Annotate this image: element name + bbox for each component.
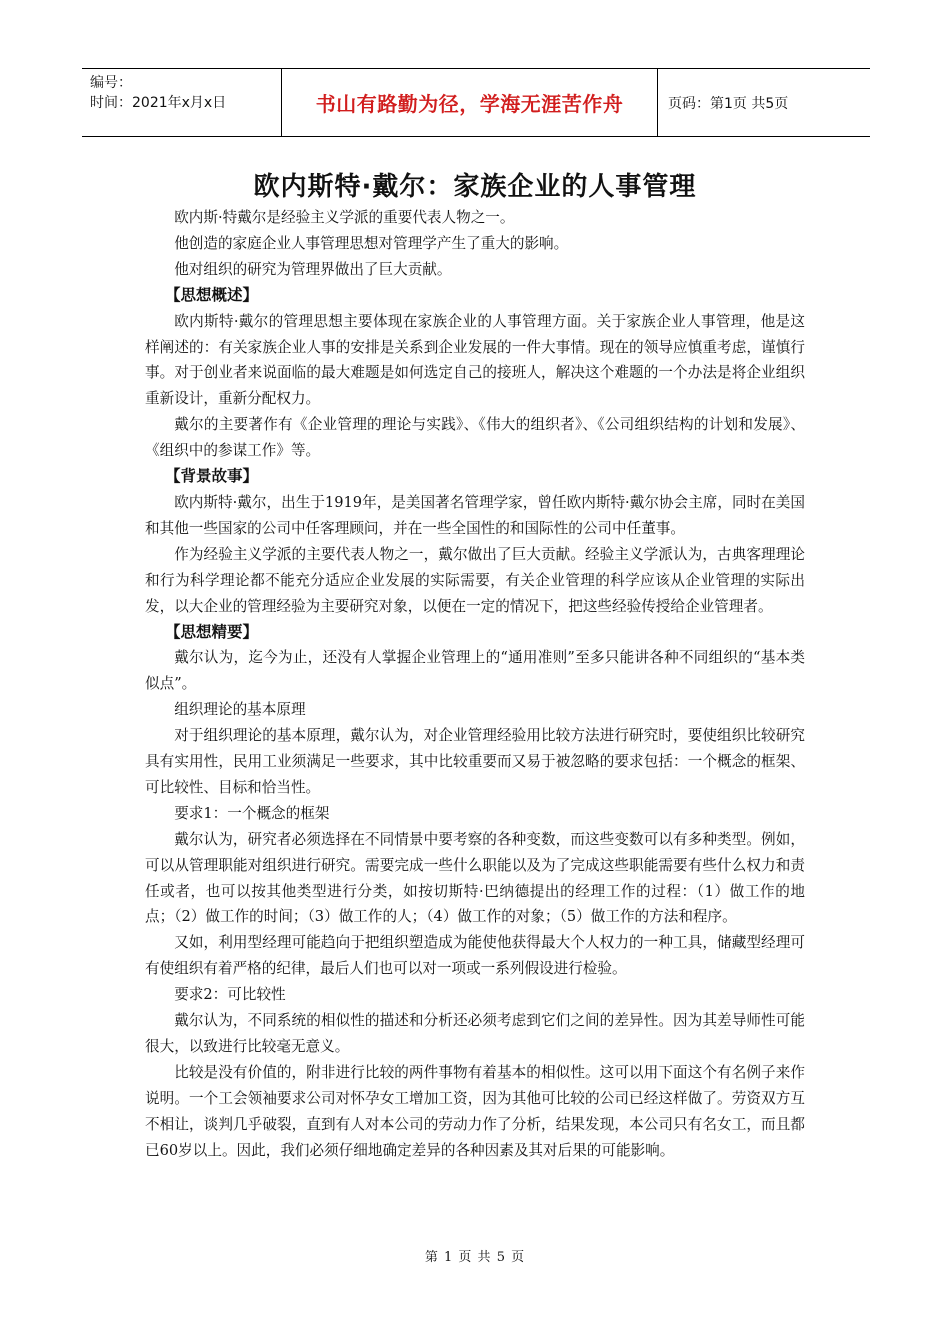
document-title: 欧内斯特·戴尔：家族企业的人事管理 [253,172,697,202]
subheading: 要求2：可比较性 [174,986,286,1004]
paragraph: 对于组织理论的基本原理，戴尔认为，对企业管理经验用比较方法进行研究时，要使组织比较研究具有实用性，民用工业须满足一些要求，其中比较重要而又易于被忽略的要求包括：一个概念的框架、可比较性、目标和恰当性。 [145,727,805,796]
paragraph: 作为经验主义学派的主要代表人物之一，戴尔做出了巨大贡献。经验主义学派认为，古典客理理论和行为科学理论都不能充分适应企业发展的实际需要，有关企业管理的科学应该从企业管理的实际出发，以大企业的管理经验为主要研究对象，以便在一定的情况下，把这些经验传授给企业管理者。 [145,545,805,615]
paragraph: 戴尔认为，不同系统的相似性的描述和分析还必须考虑到它们之间的差异性。因为其差导师性可能很大，以致进行比较毫无意义。 [145,1012,805,1055]
paragraph: 戴尔认为，研究者必须选择在不同情景中要考察的各种变数，而这些变数可以有多种类型。例如，可以从管理职能对组织进行研究。需要完成一些什么职能以及为了完成这些职能需要有些什么权力和责任或者，也可以按其他类型进行分类，如按切斯特·巴纳德提出的经理工作的过程：（1）做工作的地点；（2）做工作的时间；（3）做工作的人；（4）做工作的对象；（5）做工作的方法和程序。 [145,830,805,926]
section-heading: 【思想概述】 [165,285,259,304]
paragraph: 又如，利用型经理可能趋向于把组织塑造成为能使他获得最大个人权力的一种工具，储藏型经理可有使组织有着严格的纪律，最后人们也可以对一项或一系列假设进行检验。 [145,934,805,978]
paragraph: 戴尔认为，迄今为止，还没有人掌握企业管理上的“通用准则”至多只能讲各种不同组织的“基本类似点”。 [145,649,805,693]
subheading: 要求1：一个概念的框架 [174,804,330,822]
paragraph: 他创造的家庭企业人事管理思想对管理学产生了重大的影响。 [174,234,569,252]
date-line: 时间：2021年x月x日 [90,95,227,111]
header-table [82,68,870,137]
paragraph: 欧内斯特·戴尔的管理思想主要体现在家族企业的人事管理方面。关于家族企业人事管理，他是这样阐述的：有关家族企业人事的安排是关系到企业发展的一件大事情。现在的领导应慎重考虑，谨慎行事。对于创业者来说面临的最大难题是如何选定自己的接班人，解决这个难题的一个办法是将企业组织重新设计，重新分配权力。 [145,312,805,408]
paragraph: 他对组织的研究为管理界做出了巨大贡献。 [174,260,452,278]
paragraph: 戴尔的主要著作有《企业管理的理论与实践》、《伟大的组织者》、《公司组织结构的计划和发展》、《组织中的参谋工作》等。 [145,416,805,460]
document-body [145,205,805,1164]
paragraph: 欧内斯特·戴尔，出生于1919年，是美国著名管理学家，曾任欧内斯特·戴尔协会主席，同时在美国和其他一些国家的公司中任客理顾问，并在一些全国性的和国际性的公司中任董事。 [145,493,805,537]
section-heading: 【思想精要】 [165,622,259,641]
number-label: 编号： [90,75,132,91]
page-code: 页码：第1页 共5页 [668,95,789,112]
paragraph: 欧内斯·特戴尔是经验主义学派的重要代表人物之一。 [174,209,515,226]
page-footer: 第 1 页 共 5 页 [424,1250,526,1265]
motto: 书山有路勤为径，学海无涯苦作舟 [282,69,658,136]
header-left-cell [82,69,282,136]
paragraph: 比较是没有价值的，附非进行比较的两件事物有着基本的相似性。这可以用下面这个有名例子来作说明。一个工会领袖要求公司对怀孕女工增加工资，因为其他可比较的公司已经这样做了。劳资双方互不相让，谈判几乎破裂，直到有人对本公司的劳动力作了分析，结果发现，本公司只有名女工，而且都已60岁以上。因此，我们必须仔细地确定差异的各种因素及其对后果的可能影响。 [145,1063,805,1159]
section-heading: 【背景故事】 [165,467,259,486]
subheading: 组织理论的基本原理 [174,701,306,719]
